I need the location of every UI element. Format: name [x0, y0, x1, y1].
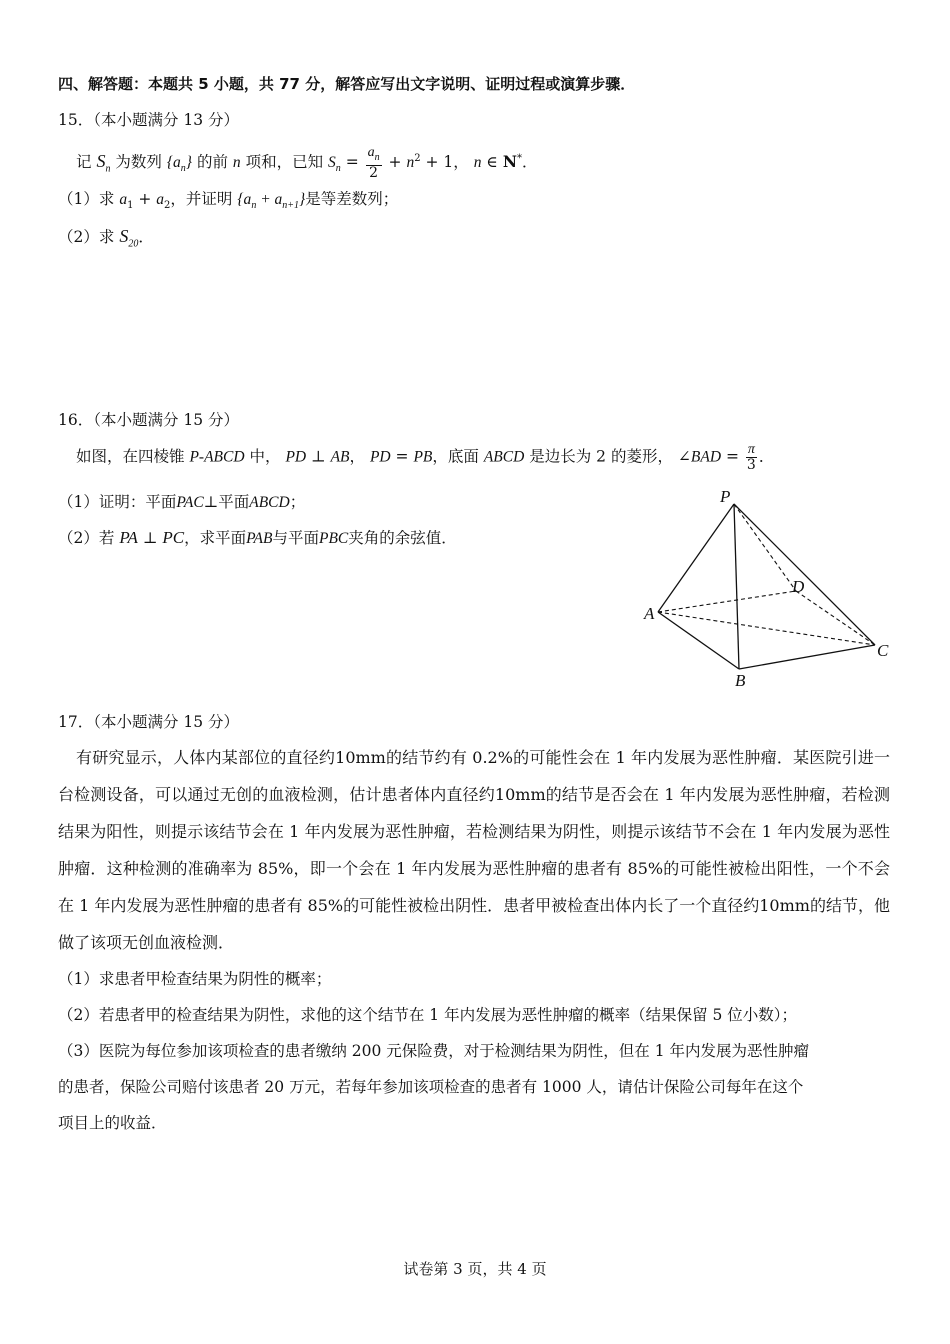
- q15-part2: （2）求 $S_{20}$．: [58, 226, 154, 250]
- label-a: A: [644, 604, 655, 623]
- q16-part2: （2）若 PA ⊥ PC，求平面PAB与平面PBC夹角的余弦值．: [58, 528, 457, 547]
- q15-part1: （1）求 $a_1 + a_2$，并证明 $\{a_n + a_{n+1}\}$是等差数列；: [58, 190, 399, 212]
- edge-ab: [658, 612, 739, 669]
- label-d: D: [792, 577, 805, 596]
- label-c: C: [877, 641, 889, 660]
- q16-heading: 16．（本小题满分 15 分）: [58, 411, 240, 429]
- edge-bc: [739, 645, 875, 669]
- edge-pd: [734, 504, 796, 591]
- q17-part3-line2: 的患者，保险公司赔付该患者 20 万元，若每年参加该项检查的患者有 1000 人，请估计保险公司每年在这个: [58, 1078, 804, 1096]
- q17-paragraph: 有研究显示，人体内某部位的直径约10mm的结节约有 0.2%的可能性会在 1 年内发展为恶性肿瘤．某医院引进一台检测设备，可以通过无创的血液检测，估计患者体内直径约10mm的结节是否会在 1 年内发展为恶性肿瘤，若检测结果为阳性，则提示该结节会在 1 年内发展为恶性肿瘤，若检测结果为阴性，则提示该结节不会在 1 年内发展为恶性肿瘤．这种检测的准确率为 85%，即一个会在 1 年内发展为恶性肿瘤的患者有 85%的可能性被检出阳性，一个不会在 1 年内发展为恶性肿瘤的患者有 85%的可能性被检出阴性．患者甲被检查出体内长了一个直径约10mm的结节，他做了该项无创血液检测．: [58, 748, 890, 952]
- q17-part3-line3: 项目上的收益．: [58, 1114, 167, 1132]
- q15-heading: 15．（本小题满分 13 分）: [58, 111, 240, 129]
- label-b: B: [735, 671, 746, 690]
- edge-ac: [658, 612, 875, 645]
- q16-stem: 如图，在四棱锥 P-ABCD 中， PD ⊥ AB， PD = PB，底面 ABCD 是边长为 2 的菱形， ∠BAD = $\frac{\pi}{3}$ ．: [76, 442, 775, 473]
- edge-pc: [734, 504, 875, 645]
- page-footer: 试卷第 3 页，共 4 页: [403, 1260, 547, 1278]
- q17-heading: 17．（本小题满分 15 分）: [58, 713, 240, 731]
- q16-part1: （1）证明：平面PAC⊥平面ABCD；: [58, 493, 306, 511]
- q17-part1: （1）求患者甲检查结果为阴性的概率；: [58, 970, 332, 988]
- q17-part2: （2）若患者甲的检查结果为阴性，求他的这个结节在 1 年内发展为恶性肿瘤的概率（结果保留 5 位小数）；: [58, 1006, 798, 1024]
- edge-dc: [796, 591, 875, 645]
- edge-ad: [658, 591, 796, 612]
- edge-pb: [734, 504, 739, 669]
- label-p: P: [720, 487, 731, 506]
- pyramid-figure: [638, 484, 898, 694]
- section-header: 四、解答题：本题共 5 小题，共 77 分，解答应写出文字说明、证明过程或演算步骤．: [58, 75, 636, 93]
- edge-pa: [658, 504, 734, 612]
- q15-stem: 记 $S_n$ 为数列 $\{a_n\}$ 的前 n 项和，已知 $S_n$ = $\frac{a_n}{2}$ + $n^2 + 1$， n ∈ N*．: [76, 145, 538, 181]
- q17-part3-line1: （3）医院为每位参加该项检查的患者缴纳 200 元保险费，对于检测结果为阴性，但在 1 年内发展为恶性肿瘤: [58, 1042, 810, 1060]
